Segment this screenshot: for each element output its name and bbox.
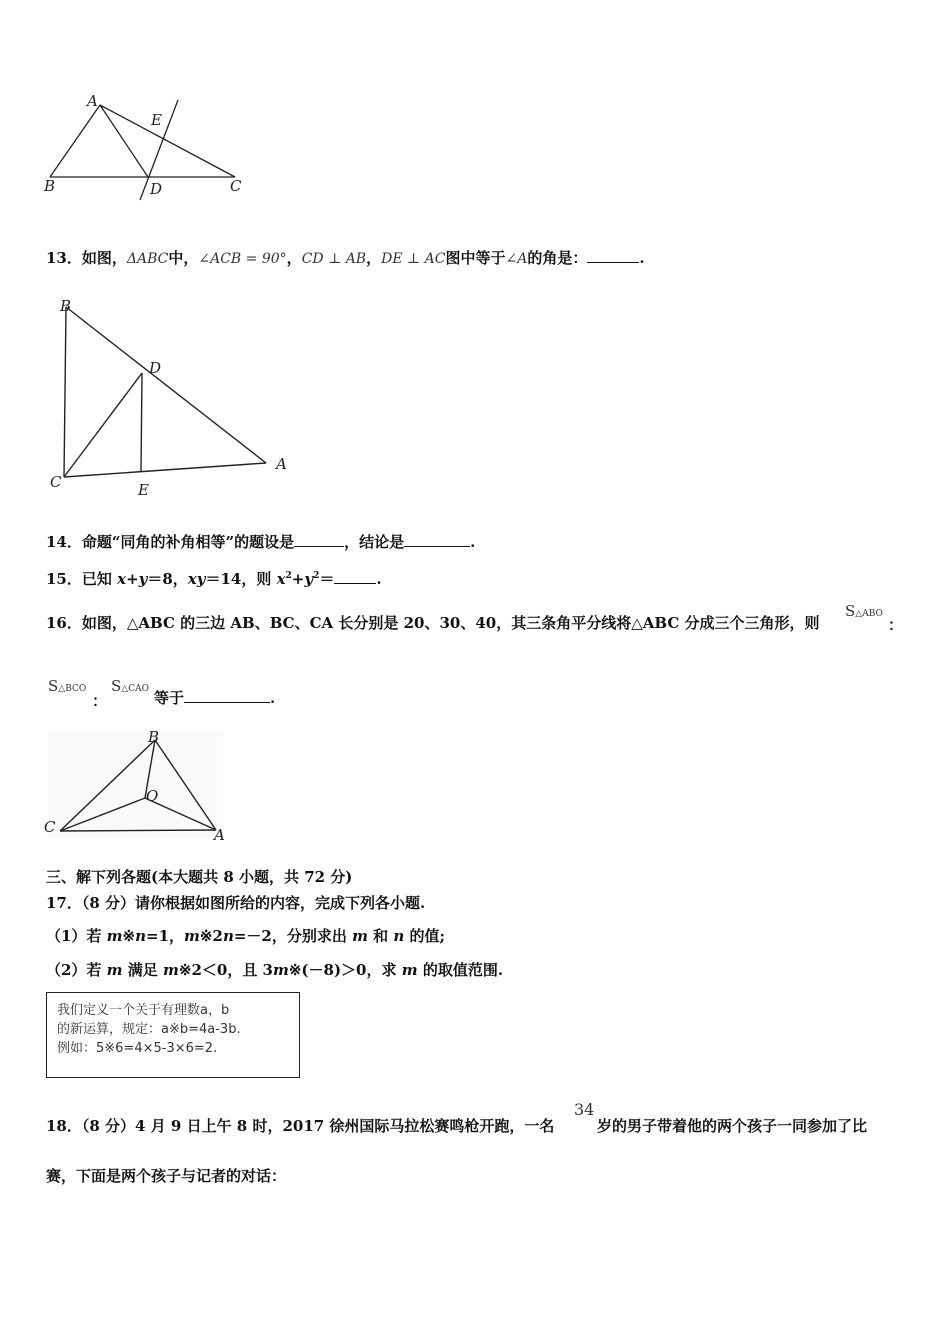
- segment-ad: [100, 105, 148, 177]
- question-18-line-2: 赛，下面是两个孩子与记者的对话：: [46, 1167, 287, 1185]
- answer-blank-hypothesis: [294, 532, 344, 547]
- question-14: 14．命题“同角的补角相等”的题设是 ，结论是 .: [46, 533, 476, 551]
- segment-ba: [66, 307, 266, 463]
- question-17-part-2: （2）若 m 满足 m※2＜0，且 3m※(－8)＞0，求 m 的取值范围.: [46, 961, 504, 979]
- label-a: A: [276, 455, 287, 473]
- segment-ab: [50, 105, 100, 177]
- math-cd-perp-ab: CD ⊥ AB: [301, 251, 367, 267]
- question-13: 13．如图，ΔABC中，∠ACB = 90°，CD ⊥ AB，DE ⊥ AC图中等于∠A的角是： .: [46, 249, 645, 267]
- label-b: B: [60, 297, 72, 315]
- colon-1: ：: [888, 616, 904, 634]
- math-de-perp-ac: DE ⊥ AC: [381, 251, 446, 267]
- definition-line-1: 我们定义一个关于有理数a，b: [57, 1003, 230, 1018]
- label-e: E: [138, 481, 149, 499]
- question-17-part-1: （1）若 m※n=1，m※2n=－2，分别求出 m 和 n 的值;: [46, 927, 446, 945]
- segment-ca: [60, 830, 216, 831]
- answer-blank: [587, 248, 639, 263]
- question-17-head: 17．（8 分）请你根据如图所给的内容，完成下列各小题.: [46, 894, 426, 912]
- answer-blank-conclusion: [404, 532, 470, 547]
- segment-bc: [64, 307, 66, 477]
- label-a: A: [87, 95, 98, 110]
- segment-de: [141, 373, 142, 471]
- label-a: A: [214, 826, 225, 843]
- label-c: C: [50, 473, 62, 491]
- math-angle-a: ∠A: [505, 251, 528, 267]
- segment-cd: [64, 373, 142, 477]
- segment-ac: [100, 105, 235, 177]
- figure-q13-triangle: [44, 295, 304, 500]
- question-16-equals: 等于 .: [154, 689, 276, 707]
- label-c: C: [230, 177, 242, 195]
- figure-q16-triangle: [40, 728, 230, 843]
- section-3-heading: 三、解下列各题(本大题共 8 小题，共 72 分): [46, 868, 353, 886]
- colon-2: ：: [92, 692, 108, 710]
- label-b: B: [148, 728, 160, 746]
- figure-q12-triangle: [40, 95, 260, 205]
- area-abo: S△ABO: [845, 602, 883, 620]
- label-e: E: [151, 111, 162, 129]
- answer-blank: [184, 688, 270, 703]
- area-cao: S△CAO: [111, 677, 149, 695]
- question-16: 16．如图，△ABC 的三边 AB、BC、CA 长分别是 20、30、40，其三条角平分线将△ABC 分成三个三角形，则: [46, 614, 820, 632]
- definition-line-3: 例如：5※6=4×5-3×6=2.: [57, 1041, 218, 1056]
- question-15: 15．已知 x+y＝8，xy＝14，则 $x^2+y^2=$ .: [46, 570, 382, 588]
- label-o: O: [146, 787, 159, 805]
- label-b: B: [44, 177, 56, 195]
- question-18-line-1-cont: 岁的男子带着他的两个孩子一同参加了比: [597, 1117, 868, 1135]
- label-d: D: [150, 180, 163, 198]
- question-18-line-1: 18．（8 分）4 月 9 日上午 8 时，2017 徐州国际马拉松赛鸣枪开跑，一名: [46, 1117, 555, 1135]
- area-bco: S△BCO: [48, 677, 87, 695]
- math-angle-acb: ∠ACB = 90°: [198, 251, 287, 267]
- figure-background: [48, 732, 223, 838]
- math-triangle-abc: ΔABC: [126, 251, 169, 267]
- label-c: C: [44, 818, 56, 836]
- segment-ca: [64, 463, 266, 477]
- label-d: D: [149, 359, 162, 377]
- definition-box: [46, 992, 300, 1078]
- definition-line-2: 的新运算，规定：a※b=4a-3b.: [57, 1022, 241, 1037]
- age-value: 34: [574, 1100, 595, 1119]
- answer-blank: [334, 569, 376, 584]
